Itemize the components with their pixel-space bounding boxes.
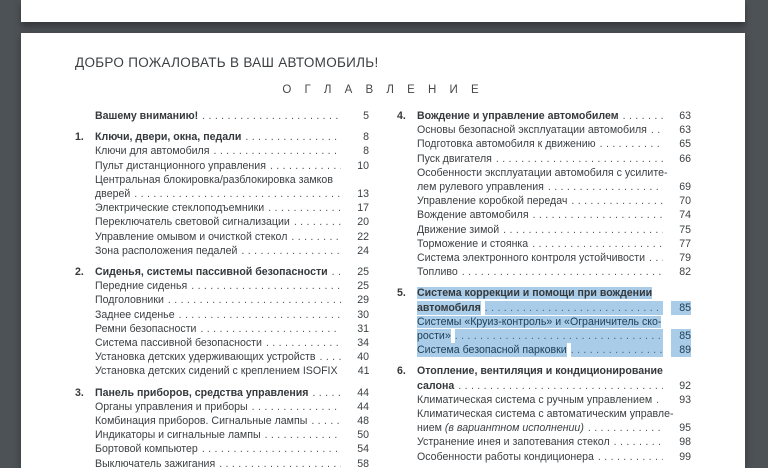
toc-entry-lines	[95, 173, 369, 201]
toc-entry-lines	[95, 279, 369, 293]
page-number: 69	[679, 181, 691, 194]
toc-entry-lines	[417, 194, 691, 208]
toc-entry-last-line	[95, 350, 369, 364]
toc-entry-lines	[417, 265, 691, 279]
dot-leader	[548, 180, 663, 194]
toc-entry-last-line	[417, 251, 691, 265]
toc-entry-last-line	[417, 152, 691, 166]
toc-entry-text: Основы безопасной эксплуатации автомобиля	[417, 124, 647, 137]
toc-section-entry[interactable]	[397, 286, 691, 314]
toc-entry-last-line	[95, 308, 369, 322]
toc-section-entry[interactable]	[397, 364, 691, 392]
dot-leader	[134, 187, 341, 201]
toc-entry-text: Особенности эксплуатации автомобиля с усилите-	[417, 166, 668, 179]
toc-entry[interactable]	[75, 279, 369, 293]
dot-leader	[533, 208, 663, 222]
dot-leader	[458, 379, 663, 393]
toc-entry-text: Сиденья, системы пассивной безопасности	[95, 266, 328, 279]
toc-entry-text: Вождение и управление автомобилем	[417, 110, 619, 122]
toc-entry[interactable]	[75, 215, 369, 229]
page-number: 48	[357, 415, 369, 428]
toc-entry[interactable]	[75, 173, 369, 201]
page-number: 29	[357, 294, 369, 307]
toc-entry-lines	[95, 244, 369, 258]
toc-entry-last-line	[417, 343, 691, 357]
toc-entry[interactable]	[75, 322, 369, 336]
toc-entry-text: Установка детских сидений с креплением ISOFIX	[95, 365, 338, 378]
toc-entry-lines	[95, 400, 369, 414]
toc-entry[interactable]	[75, 230, 369, 244]
dot-leader	[485, 301, 663, 315]
toc-entry-last-line	[95, 230, 369, 244]
page-number: 65	[679, 138, 691, 151]
toc-entry-lines	[417, 407, 691, 435]
toc-entry-lines	[417, 237, 691, 251]
toc-entry-lines	[417, 435, 691, 449]
toc-entry-text: Торможение и стоянка	[417, 237, 529, 250]
toc-entry-last-line	[95, 414, 369, 428]
page-number: 63	[679, 124, 691, 137]
toc-entry-text: Подготовка автомобиля к движению	[417, 138, 596, 151]
page-number: 93	[679, 393, 691, 406]
dot-leader	[312, 386, 341, 400]
page-number: 5	[363, 110, 369, 122]
toc-entry[interactable]	[397, 194, 691, 208]
toc-entry-text: Панель приборов, средства управления	[95, 386, 309, 399]
toc-entry-last-line	[95, 215, 369, 229]
toc-entry[interactable]	[75, 457, 369, 468]
toc-entry-lines	[417, 286, 691, 314]
dot-leader	[656, 393, 663, 407]
toc-entry[interactable]	[397, 265, 691, 279]
dot-leader	[571, 343, 663, 357]
toc-entry-lines	[95, 130, 369, 144]
toc-entry[interactable]	[75, 442, 369, 456]
page-number: 79	[679, 252, 691, 265]
toc-entry[interactable]	[75, 400, 369, 414]
toc-entry-lines	[95, 414, 369, 428]
toc-entry-last-line	[95, 322, 369, 336]
toc-section-entry[interactable]	[75, 265, 369, 279]
toc-entry-text: Управление омывом и очисткой стекол	[95, 230, 288, 243]
dot-leader	[588, 421, 663, 435]
toc-entry-lines	[95, 336, 369, 350]
toc-entry-last-line	[95, 201, 369, 215]
toc-entry-text: Ключи, двери, окна, педали	[95, 131, 242, 144]
toc-entry-text: Устранение инея и запотевания стекол	[417, 436, 610, 449]
dot-leader	[252, 400, 341, 414]
page-number: 98	[679, 436, 691, 449]
toc-entry[interactable]	[75, 159, 369, 173]
toc-column-left	[75, 109, 369, 468]
toc-entry-text: Вашему вниманию!	[95, 110, 199, 122]
toc-heading: О Г Л А В Л Е Н И Е	[282, 84, 484, 96]
toc-entry-text: салона	[417, 379, 455, 392]
toc-entry-lines	[417, 208, 691, 222]
toc-entry-lines	[95, 442, 369, 456]
toc-entry-lines	[417, 166, 691, 194]
toc-entry-text: Особенности работы кондиционера	[417, 450, 594, 463]
toc-entry-text: Индикаторы и сигнальные лампы	[95, 429, 261, 442]
toc-entry-lines	[95, 308, 369, 322]
page-number: 75	[679, 223, 691, 236]
toc-entry-lines	[95, 322, 369, 336]
toc-entry-last-line	[417, 450, 691, 464]
dot-leader	[202, 109, 341, 123]
dot-leader	[202, 442, 341, 456]
toc-entry[interactable]	[397, 407, 691, 435]
toc-entry-text: Заднее сиденье	[95, 308, 175, 321]
page-number: 66	[679, 152, 691, 165]
toc-entry-text: Климатическая система с автоматическим управле-	[417, 408, 674, 421]
document-page	[21, 33, 745, 468]
section-number: 6.	[397, 365, 406, 378]
toc-entry[interactable]	[397, 166, 691, 194]
toc-entry-lines	[417, 450, 691, 464]
toc-entry-lines	[95, 364, 369, 378]
toc-entry-last-line	[95, 442, 369, 456]
page-number: 34	[357, 337, 369, 350]
toc-entry[interactable]	[75, 414, 369, 428]
toc-entry-last-line	[95, 386, 369, 400]
toc-entry[interactable]	[75, 350, 369, 364]
toc-entry-lines	[417, 251, 691, 265]
toc-entry-lines	[95, 350, 369, 364]
toc-entry-last-line	[417, 223, 691, 237]
dot-leader	[311, 414, 341, 428]
dot-leader	[532, 237, 663, 251]
toc-entry-last-line	[417, 123, 691, 137]
toc-entry-text: Отопление, вентиляция и кондиционирование	[417, 365, 663, 378]
toc-column-right	[397, 109, 691, 468]
page-number: 10	[357, 159, 369, 172]
page-number: 13	[357, 188, 369, 201]
toc-entry-text: нием (в вариантном исполнении)	[417, 422, 584, 435]
page-number: 95	[679, 422, 691, 435]
toc-entry-text: Система электронного контроля устойчивости	[417, 252, 645, 265]
toc-entry-text-italic: (в вариантном исполнении)	[444, 422, 584, 435]
page-number: 8	[363, 145, 369, 158]
toc-entry-last-line	[417, 109, 691, 123]
dot-leader	[462, 265, 663, 279]
toc-entry-text: Системы «Круиз-контроль» и «Ограничитель ско-	[417, 315, 662, 328]
toc-entry[interactable]	[397, 208, 691, 222]
toc-entry-last-line	[417, 137, 691, 151]
toc-entry-last-line	[95, 400, 369, 414]
toc-entry-text: лем рулевого управления	[417, 181, 544, 194]
toc-entry-lines	[417, 223, 691, 237]
toc-entry-text: Система коррекции и помощи при вождении	[417, 287, 653, 300]
toc-entry-text: Ремни безопасности	[95, 322, 197, 335]
toc-entry-lines	[417, 137, 691, 151]
toc-entry[interactable]	[397, 343, 691, 357]
dot-leader	[241, 244, 341, 258]
page-number: 44	[357, 386, 369, 399]
toc-entry-last-line	[417, 393, 691, 407]
dot-leader	[455, 329, 663, 343]
page-number: 63	[679, 110, 691, 122]
toc-entry-lines	[417, 315, 691, 343]
toc-entry[interactable]	[397, 251, 691, 265]
page-number: 40	[357, 351, 369, 364]
page-number: 8	[363, 131, 369, 144]
page-number: 82	[679, 266, 691, 279]
toc-entry-text: Подголовники	[95, 294, 164, 307]
toc-entry[interactable]	[75, 336, 369, 350]
toc-entry[interactable]	[397, 450, 691, 464]
page-number: 25	[357, 280, 369, 293]
toc-entry-text: Система безопасной парковки	[417, 344, 567, 357]
toc-entry[interactable]	[397, 393, 691, 407]
toc-entry-text: Зона расположения педалей	[95, 244, 238, 257]
toc-entry-last-line	[417, 379, 691, 393]
dot-leader	[320, 350, 342, 364]
toc-entry[interactable]	[397, 123, 691, 137]
toc-entry-lines	[95, 265, 369, 279]
toc-entry-text: Электрические стеклоподъемники	[95, 202, 265, 215]
page-number: 41	[357, 365, 370, 378]
toc-entry[interactable]	[397, 223, 691, 237]
page-number: 74	[679, 209, 691, 222]
dot-leader	[614, 435, 663, 449]
toc-entry-lines	[95, 201, 369, 215]
toc-entry-text: Органы управления и приборы	[95, 400, 248, 413]
page-number: 22	[357, 230, 369, 243]
page-number: 31	[357, 322, 369, 335]
toc-entry-lines	[95, 293, 369, 307]
section-number: 1.	[75, 131, 84, 144]
dot-leader	[294, 215, 341, 229]
section-number: 4.	[397, 110, 406, 122]
toc-entry[interactable]	[75, 144, 369, 158]
section-number: 5.	[397, 287, 406, 300]
page-number: 50	[357, 429, 369, 442]
toc-entry-lines	[95, 159, 369, 173]
dot-leader	[265, 428, 341, 442]
toc-section-entry[interactable]	[75, 386, 369, 400]
toc-entry-lines	[95, 457, 369, 468]
toc-entry-last-line	[417, 180, 691, 194]
dot-leader	[168, 293, 341, 307]
toc-entry[interactable]	[397, 137, 691, 151]
toc-entry-lines	[95, 215, 369, 229]
section-number: 2.	[75, 266, 84, 279]
page-number: 54	[357, 443, 369, 456]
dot-leader	[200, 322, 341, 336]
toc-entry[interactable]	[397, 237, 691, 251]
toc-entry-last-line	[95, 364, 369, 378]
page-number: 20	[357, 216, 369, 229]
dot-leader	[623, 109, 663, 123]
toc-entry-lines	[95, 428, 369, 442]
toc-entry[interactable]	[75, 364, 369, 378]
toc-entry[interactable]	[75, 308, 369, 322]
toc-entry-last-line	[95, 187, 369, 201]
dot-leader	[496, 152, 663, 166]
toc-entry-text: Движение зимой	[417, 223, 500, 236]
page-title: ДОБРО ПОЖАЛОВАТЬ В ВАШ АВТОМОБИЛЬ!	[75, 55, 379, 70]
toc-entry-text: рости»	[417, 330, 451, 343]
page-number: 17	[357, 202, 369, 215]
page-number: 85	[671, 329, 691, 343]
toc-entry-text: Установка детских удерживающих устройств	[95, 351, 316, 364]
toc-entry-text: Климатическая система с ручным управлением	[417, 393, 653, 406]
toc-entry[interactable]	[75, 244, 369, 258]
toc-entry-lines	[95, 386, 369, 400]
toc-entry-lines	[417, 393, 691, 407]
dot-leader	[600, 137, 663, 151]
toc-entry-text: Система пассивной безопасности	[95, 337, 262, 350]
toc-entry-lines	[95, 230, 369, 244]
toc-entry[interactable]	[75, 293, 369, 307]
dot-leader	[266, 336, 341, 350]
dot-leader	[571, 194, 663, 208]
toc-entry-text: Выключатель зажигания	[95, 457, 216, 468]
toc-entry-last-line	[417, 237, 691, 251]
toc-entry[interactable]	[75, 201, 369, 215]
dot-leader	[598, 450, 663, 464]
toc-entry-last-line	[95, 265, 369, 279]
toc-entry-text: Переключатель световой сигнализации	[95, 216, 290, 229]
toc-entry-last-line	[95, 144, 369, 158]
page-number: 24	[357, 244, 369, 257]
toc-entry-last-line	[95, 457, 369, 468]
toc-entry-last-line	[95, 336, 369, 350]
toc-entry-last-line	[95, 293, 369, 307]
page-number: 70	[679, 195, 691, 208]
page-number: 99	[679, 450, 691, 463]
page-number: 85	[671, 301, 691, 315]
toc-entry-last-line	[95, 428, 369, 442]
toc-entry-lines	[417, 343, 691, 357]
previous-page-edge	[21, 0, 745, 22]
toc-entry-lines	[95, 109, 369, 123]
toc-entry-lines	[417, 364, 691, 392]
toc-entry-last-line	[417, 301, 691, 315]
toc-section-entry[interactable]	[397, 109, 691, 123]
dot-leader	[291, 230, 341, 244]
toc-entry-text: Управление коробкой передач	[417, 195, 568, 208]
toc-entry-last-line	[417, 329, 691, 343]
toc-entry-lines	[417, 123, 691, 137]
page-number: 89	[671, 343, 691, 357]
toc-entry-text: Бортовой компьютер	[95, 443, 198, 456]
toc-entry-last-line	[417, 194, 691, 208]
page-number: 77	[679, 237, 691, 250]
toc-entry-text: Центральная блокировка/разблокировка замков	[95, 173, 333, 186]
toc-entry-last-line	[417, 208, 691, 222]
dot-leader	[651, 123, 663, 137]
toc-entry[interactable]	[75, 109, 369, 123]
dot-leader	[219, 457, 341, 468]
toc-entry-last-line	[417, 265, 691, 279]
toc-entry-text: Пульт дистанционного управления	[95, 159, 266, 172]
page-number: 25	[357, 266, 369, 279]
dot-leader	[245, 130, 341, 144]
toc-entry[interactable]	[397, 152, 691, 166]
toc-entry[interactable]	[75, 428, 369, 442]
page-number: 58	[357, 457, 369, 468]
dot-leader	[649, 251, 663, 265]
toc-entry-text: Комбинация приборов. Сигнальные лампы	[95, 415, 308, 428]
page-number: 44	[357, 400, 369, 413]
page-number: 92	[679, 379, 691, 392]
dot-leader	[191, 279, 341, 293]
dot-leader	[179, 308, 341, 322]
toc-entry-lines	[95, 144, 369, 158]
toc-section-entry[interactable]	[75, 130, 369, 144]
toc-entry-lines	[417, 109, 691, 123]
toc-entry-last-line	[95, 159, 369, 173]
toc-columns	[75, 109, 691, 468]
toc-entry-text: дверей	[95, 188, 131, 201]
toc-entry-text: Ключи для автомобиля	[95, 145, 210, 158]
page-number: 30	[357, 308, 369, 321]
toc-entry-last-line	[95, 130, 369, 144]
toc-entry-text: автомобиля	[417, 301, 481, 314]
dot-leader	[332, 265, 341, 279]
toc-entry-last-line	[95, 279, 369, 293]
dot-leader	[503, 223, 663, 237]
toc-entry-lines	[417, 152, 691, 166]
dot-leader	[270, 159, 341, 173]
toc-entry-last-line	[417, 435, 691, 449]
toc-entry-text: Пуск двигателя	[417, 152, 492, 165]
toc-entry-text: Вождение автомобиля	[417, 209, 529, 222]
toc-entry-last-line	[95, 244, 369, 258]
dot-leader	[268, 201, 341, 215]
toc-entry[interactable]	[397, 315, 691, 343]
toc-entry[interactable]	[397, 435, 691, 449]
toc-entry-text: Топливо	[417, 266, 458, 279]
toc-entry-last-line	[417, 421, 691, 435]
dot-leader	[213, 144, 341, 158]
section-number: 3.	[75, 386, 84, 399]
toc-entry-last-line	[95, 109, 369, 123]
toc-entry-text: Передние сиденья	[95, 280, 188, 293]
